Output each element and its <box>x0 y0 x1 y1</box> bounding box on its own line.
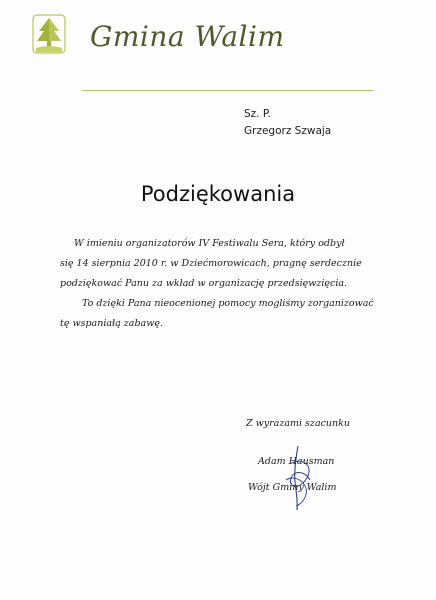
recipient-name: Grzegorz Szwaja <box>244 125 332 137</box>
recipient-block <box>244 106 331 140</box>
body-line: się 14 sierpnia 2010 r. w Dziećmorowicach, pragnę serdecznie <box>60 258 362 269</box>
body-line: podziękować Panu za wkład w organizację przedsięwzięcia. <box>60 278 348 289</box>
tree-emblem-logo <box>32 14 66 54</box>
header-divider <box>82 90 374 91</box>
body-line: To dzięki Pana nieocenionej pomocy mogliśmy zorganizować <box>82 298 374 309</box>
recipient-salutation: Sz. P. <box>244 108 271 120</box>
handwritten-signature <box>268 440 328 520</box>
letter-title: Podziękowania <box>140 182 296 206</box>
body-line: W imieniu organizatorów IV Festiwalu Sera, który odbył <box>74 238 345 249</box>
body-line: tę wspaniałą zabawę. <box>60 318 163 329</box>
brand-title: Gmina Walim <box>90 20 285 53</box>
signatory-name: Adam Hausman <box>258 456 335 467</box>
signatory-role: Wójt Gminy Walim <box>248 482 337 493</box>
closing-greeting: Z wyrazami szacunku <box>246 418 351 429</box>
